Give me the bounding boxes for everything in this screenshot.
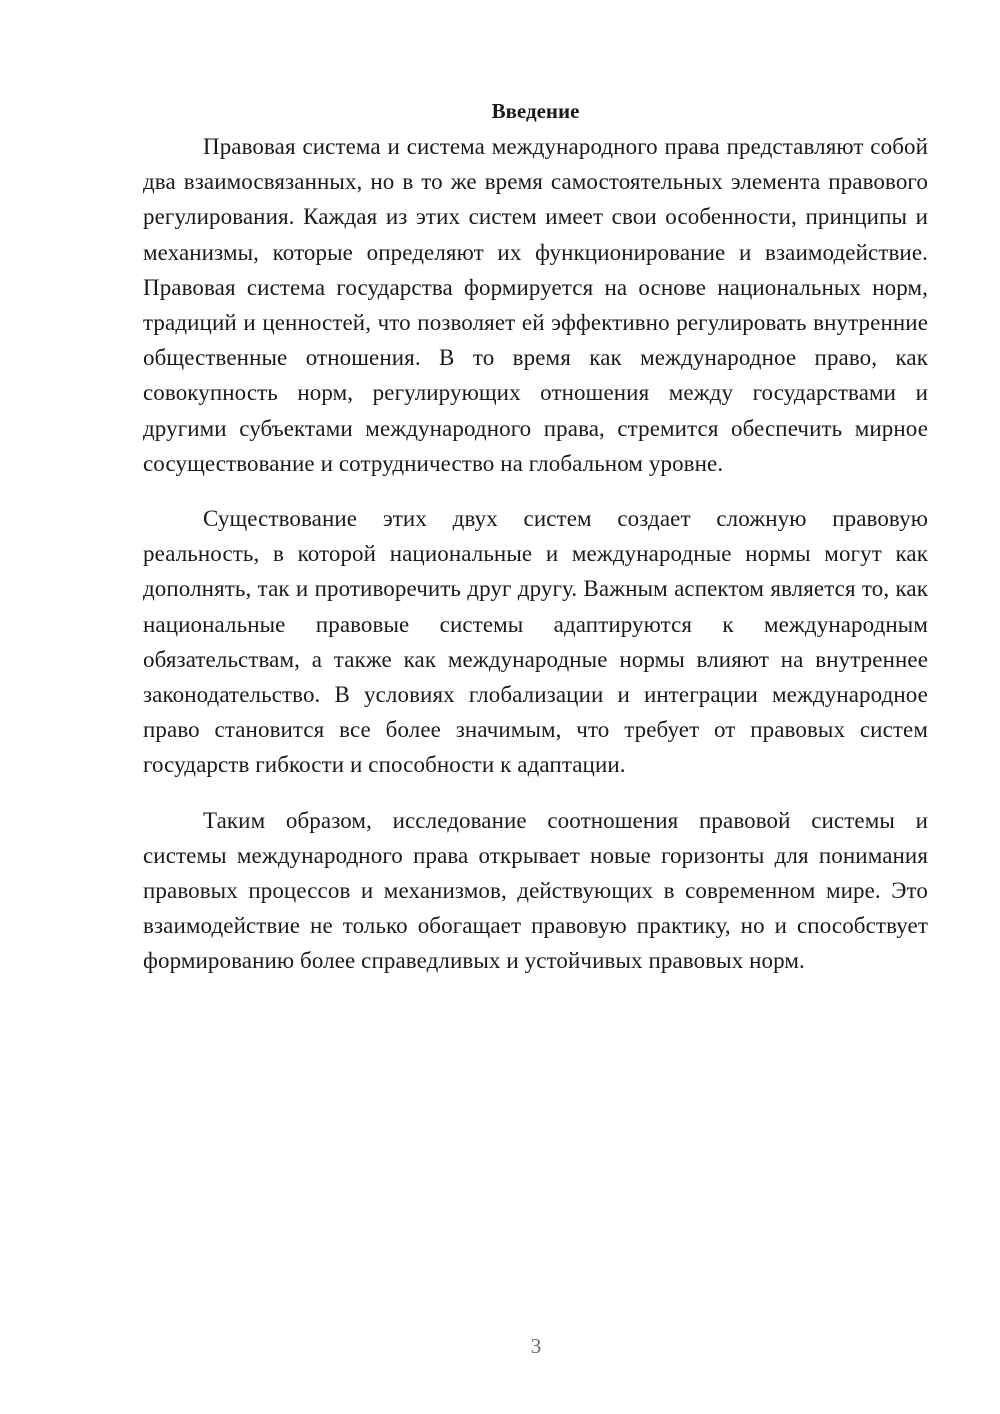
document-body: [143, 95, 928, 979]
section-title: Введение: [491, 99, 580, 123]
paragraph-coexistence: Существование этих двух систем создает сложную правовую реальность, в которой национальные и международные нормы могут как дополнять, так и противоречить друг другу. Важным аспектом является то, как национальные правовые системы адаптируются к международным обязательствам, а также как международные нормы влияют на внутреннее законодательство. В условиях глобализации и интеграции международное право становится все более значимым, что требует от правовых систем государств гибкости и способности к адаптации.: [143, 506, 928, 778]
paragraph-conclusion: Таким образом, исследование соотношения правовой системы и системы международного права открывает новые горизонты для понимания правовых процессов и механизмов, действующих в современном мире. Это взаимодействие не только обогащает правовую практику, но и способствует формированию более справедливых и устойчивых правовых норм.: [143, 807, 928, 974]
page-number: 3: [530, 1334, 542, 1358]
paragraph-intro: Правовая система и система международного права представляют собой два взаимосвязанных, но в то же время самостоятельных элемента правового регулирования. Каждая из этих систем имеет свои особенности, принципы и механизмы, которые определяют их функционирование и взаимодействие. Правовая система государства формируется на основе национальных норм, традиций и ценностей, что позволяет ей эффективно регулировать внутренние общественные отношения. В то время как международное право, как совокупность норм, регулирующих отношения между государствами и другими субъектами международного права, стремится обеспечить мирное сосуществование и сотрудничество на глобальном уровне.: [143, 134, 928, 476]
